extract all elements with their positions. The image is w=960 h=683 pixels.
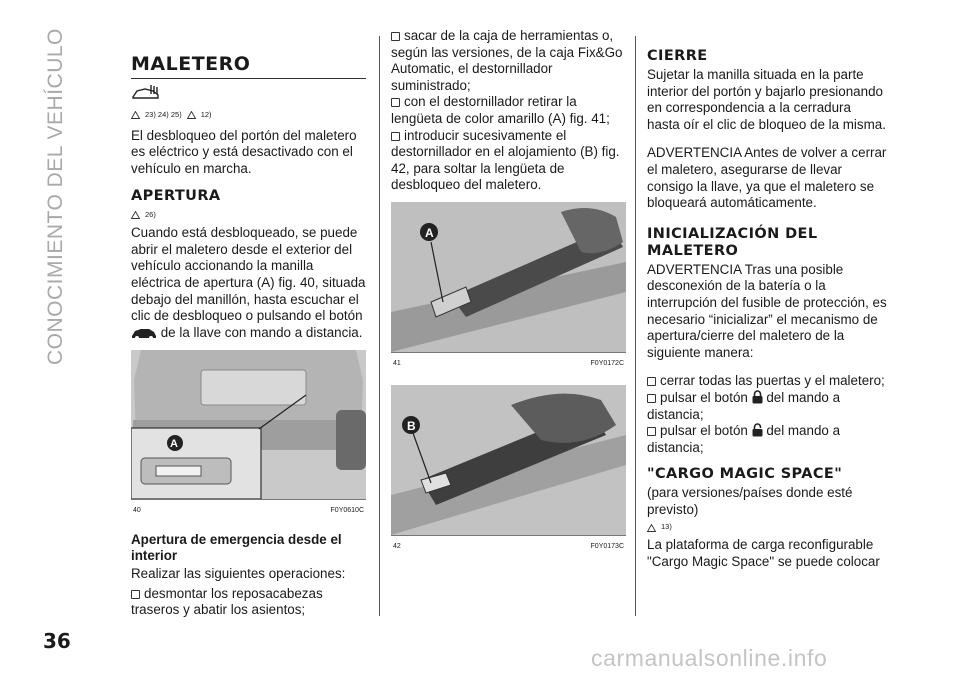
- trunk-icon: [131, 83, 366, 106]
- apertura-paragraph: [131, 225, 366, 344]
- list-item: [391, 94, 626, 127]
- figure-caption: [391, 353, 626, 373]
- section-heading-maletero: MALETERO: [131, 56, 366, 79]
- bullet-box-icon: [391, 132, 400, 141]
- figure-label: A: [170, 438, 178, 451]
- warning-references: [647, 519, 887, 536]
- list-item-text: desmontar los reposacabezas traseros y abatir los asientos;: [131, 585, 323, 618]
- watermark: carmanualsonline.info: [591, 645, 828, 671]
- warning-references: [131, 107, 366, 124]
- column-1: [131, 53, 366, 619]
- section-heading-cierre: CIERRE: [647, 48, 708, 64]
- bullet-box-icon: [647, 427, 656, 436]
- column-2: [391, 28, 626, 555]
- intro-paragraph: El desbloqueo del portón del maletero es eléctrico y está desactivado con el vehículo en marcha.: [131, 127, 357, 176]
- figure-caption: [391, 536, 626, 556]
- warning-refs: 23) 24) 25): [145, 110, 182, 120]
- advertencia-paragraph: ADVERTENCIA Antes de volver a cerrar el maletero, asegurarse de llevar consigo la llave, ya que el maletero se bloqueará automáticamente.: [647, 145, 887, 211]
- figure-caption: [131, 500, 366, 520]
- lock-open-icon: [752, 423, 763, 437]
- figure-code: F0Y0172C: [590, 359, 624, 367]
- list-item: [647, 423, 887, 456]
- bullet-box-icon: [391, 98, 400, 107]
- list-item: [391, 128, 626, 194]
- advertencia-paragraph: ADVERTENCIA Tras una posible desconexión de la batería o la interrupción del fusible de protección, es necesario “inicializar” el mecanismo de apertura/cierre del maletero de la siguiente manera:: [647, 261, 887, 360]
- warning-references: [131, 207, 366, 224]
- apertura-text-end: de la llave con mando a distancia.: [160, 324, 363, 340]
- section-heading-inicializacion: INICIALIZACIÓN DEL MALETERO: [647, 225, 818, 259]
- figure-code: F0Y0173C: [590, 542, 624, 550]
- figure-number: 42: [393, 542, 401, 550]
- section-heading-cargo: "CARGO MAGIC SPACE": [647, 466, 843, 483]
- figure-41: [391, 202, 626, 353]
- cargo-subtitle: (para versiones/países donde esté previsto): [647, 485, 853, 517]
- car-unlock-icon: [131, 326, 157, 345]
- warning-icon: [131, 111, 140, 119]
- warning-refs: 12): [200, 110, 212, 120]
- figure-label: B: [407, 418, 416, 433]
- list-item-text: introducir sucesivamente el destornillador en el alojamiento (B) fig. 42, para soltar la lengüeta de desbloqueo del maletero.: [391, 127, 620, 193]
- page-number: 36: [43, 629, 71, 653]
- figure-number: 41: [393, 359, 401, 367]
- side-section-title: CONOCIMIENTO DEL VEHÍCULO: [44, 28, 67, 365]
- column-divider: [379, 36, 380, 616]
- cargo-paragraph: La plataforma de carga reconfigurable "Cargo Magic Space" se puede colocar: [647, 537, 880, 569]
- list-item-text: del mando a distancia;: [647, 389, 841, 422]
- bullet-box-icon: [647, 377, 656, 386]
- list-item-text: con el destornillador retirar la lengüeta de color amarillo (A) fig. 41;: [391, 94, 610, 126]
- warning-refs: 13): [661, 522, 672, 532]
- bullet-box-icon: [391, 32, 400, 41]
- column-divider: [635, 36, 636, 616]
- list-item: [131, 586, 366, 619]
- list-item-text: cerrar todas las puertas y el maletero;: [660, 373, 885, 389]
- figure-42: [391, 385, 626, 536]
- figure-40: [131, 350, 366, 500]
- list-item-text: pulsar el botón: [660, 389, 748, 405]
- list-item-text: sacar de la caja de herramientas o, según las versiones, de la caja Fix&Go Automatic, el destornillador suministrado;: [391, 28, 623, 93]
- cierre-paragraph: Sujetar la manilla situada en la parte interior del portón y bajarlo presionando en correspondencia a la cerradura hasta oír el clic de bloqueo de la misma.: [647, 67, 886, 132]
- list-item-text: del mando a distancia;: [647, 423, 841, 455]
- subheading-emergencia: Apertura de emergencia desde el interior: [131, 531, 342, 563]
- warning-icon: [131, 211, 140, 219]
- warning-icon: [647, 524, 656, 532]
- figure-code: F0Y0610C: [330, 507, 364, 515]
- bullet-box-icon: [131, 590, 140, 599]
- list-item: [647, 390, 887, 423]
- bullet-box-icon: [647, 394, 656, 403]
- list-item: [647, 373, 887, 390]
- list-item: [391, 28, 626, 94]
- figure-number: 40: [133, 507, 141, 515]
- section-heading-apertura: APERTURA: [131, 187, 221, 204]
- list-item-text: pulsar el botón: [660, 423, 748, 439]
- warning-icon: [187, 111, 196, 119]
- emergencia-paragraph: Realizar las siguientes operaciones:: [131, 565, 346, 581]
- column-3: [647, 28, 887, 570]
- apertura-text: Cuando está desbloqueado, se puede abrir el maletero desde el exterior del vehículo accionando la manilla eléctrica de apertura (A) fig. 40, situada debajo del manillón, hasta escuchar el clic de desbloqueo o pulsando el botón: [131, 225, 366, 324]
- figure-label: A: [425, 225, 434, 240]
- lock-closed-icon: [752, 390, 763, 404]
- warning-refs: 26): [145, 209, 156, 219]
